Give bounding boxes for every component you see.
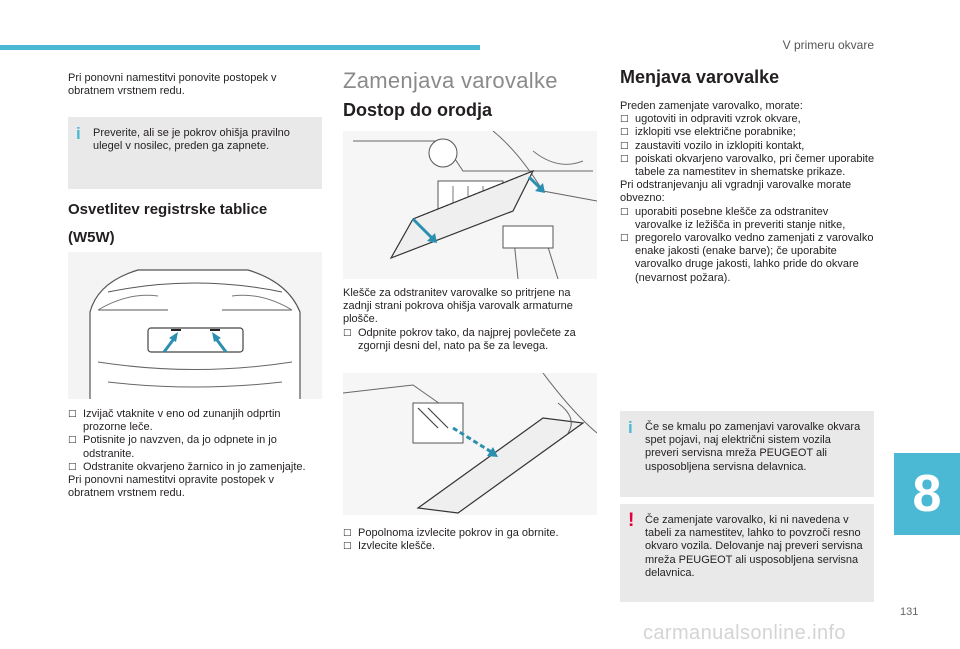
tool-access-subtitle: Dostop do orodja	[343, 100, 492, 120]
page-number: 131	[900, 606, 919, 618]
list-item: □ izklopiti vse električne porabnike;	[620, 126, 796, 139]
fuse-cover-removed-illustration	[343, 373, 597, 515]
fuse-intro: Preden zamenjate varovalko, morate:	[620, 100, 803, 112]
fuse-cover-steps	[343, 527, 597, 553]
exclamation-icon: !	[628, 510, 635, 531]
warning-text: Če zamenjate varovalko, ki ni navedena v tabeli za namestitev, lahko to povzroči resno okvaro vozila. Delovanje naj preveri servisna mreža PEUGEOT ali usposobljena servisna delavnica.	[645, 514, 863, 579]
check-square-icon: □	[343, 327, 352, 338]
left-info-box	[68, 117, 322, 189]
left-intro: Pri ponovni namestitvi ponovite postopek v obratnem vrstnem redu.	[68, 72, 277, 98]
check-square-icon: □	[620, 114, 629, 125]
right-info-box	[620, 411, 874, 497]
check-square-icon: □	[343, 528, 352, 538]
list-item: □ poiskati okvarjeno varovalko, pri čemer uporabite tabele za namestitev in shematske prikaze.	[620, 152, 875, 179]
list-item: □ ugotoviti in odpraviti vzrok okvare,	[620, 113, 801, 126]
info-icon: i	[628, 418, 633, 437]
list-item: □ Potisnite jo navzven, da jo odpnete in jo odstranite.	[68, 434, 277, 460]
check-square-icon: □	[620, 206, 629, 217]
check-square-icon: □	[68, 435, 77, 446]
list-item: □ Izvijač vtaknite v eno od zunanjih odprtin prozorne leče.	[68, 408, 281, 434]
check-square-icon: □	[620, 153, 629, 164]
right-info-text: Če se kmalu po zamenjavi varovalke okvara spet pojavi, naj električni sistem vozila preveri servisna mreža PEUGEOT ali usposobljena servisna delavnica.	[645, 421, 861, 473]
check-square-icon: □	[620, 233, 629, 244]
list-item: □ uporabiti posebne klešče za odstranitev varovalke iz ležišča in preveriti stanje nitke,	[620, 205, 846, 231]
list-item: □ Popolnoma izvlecite pokrov in ga obrnite.	[343, 527, 559, 539]
dashboard-fuse-cover-illustration	[343, 131, 597, 279]
fuse-change-title: Zamenjava varovalke	[343, 68, 558, 93]
list-item: □ Odpnite pokrov tako, da najprej povlečete za zgornji desni del, nato pa še za levega.	[343, 326, 576, 352]
fuse-replacement-text	[620, 100, 876, 285]
warning-box	[620, 504, 874, 602]
list-item: □ Odstranite okvarjeno žarnico in jo zamenjajte.	[68, 460, 306, 473]
list-item: □ pregorelo varovalko vedno zamenjati z varovalko enake jakosti (enake barve); če uporabite varovalko druge jakosti, lahko pride do okvare (nevarnost požara).	[620, 232, 874, 284]
info-icon: i	[76, 124, 81, 143]
car-rear-illustration	[68, 252, 322, 399]
tool-access-text	[343, 287, 597, 353]
header-accent-bar	[0, 45, 480, 50]
left-outro: Pri ponovni namestitvi opravite postopek v obratnem vrstnem redu.	[68, 474, 275, 500]
plate-light-heading: Osvetlitev registrske tablice	[68, 201, 268, 218]
left-info-text: Preverite, ali se je pokrov ohišja pravilno ulegel v nosilec, preden ga zapnete.	[93, 127, 290, 153]
plate-light-steps	[68, 408, 318, 500]
check-square-icon: □	[68, 409, 77, 419]
chapter-tab: 8	[894, 453, 960, 535]
tool-access-paragraph: Klešče za odstranitev varovalke so pritrjene na zadnji strani pokrova ohišja varovalk armaturne plošče.	[343, 287, 573, 326]
check-square-icon: □	[68, 461, 77, 472]
watermark: carmanualsonline.info	[643, 622, 846, 644]
fuse-replacement-title: Menjava varovalke	[620, 67, 780, 87]
check-square-icon: □	[343, 541, 352, 552]
plate-light-subheading: (W5W)	[68, 229, 115, 246]
list-item: □ zaustaviti vozilo in izklopiti kontakt,	[620, 139, 805, 152]
check-square-icon: □	[620, 140, 629, 151]
list-item: □ Izvlecite klešče.	[343, 540, 436, 553]
section-title: V primeru okvare	[782, 38, 874, 52]
fuse-intro-2: Pri odstranjevanju ali vgradnji varovalke morate obvezno:	[620, 179, 852, 205]
check-square-icon: □	[620, 127, 629, 138]
